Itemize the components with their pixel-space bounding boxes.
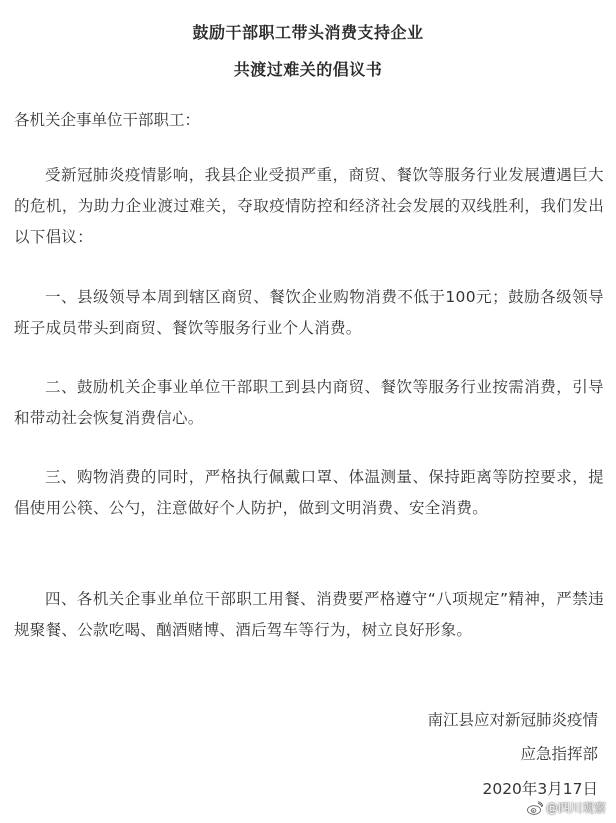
paragraph-item-1: 一、县级领导本周到辖区商贸、餐饮企业购物消费不低于100元；鼓励各级领导班子成员带头到商贸、餐饮等服务行业个人消费。 <box>14 288 604 337</box>
watermark-text: @四川观察 <box>545 801 606 815</box>
paragraph-item-4: 四、各机关企事业单位干部职工用餐、消费要严格遵守“八项规定”精神，严禁违规聚餐、公款吃喝、酗酒赌博、酒后驾车等行为，树立良好形象。 <box>14 590 604 639</box>
signature-date: 2020年3月17日 <box>482 780 598 798</box>
weibo-icon <box>527 801 543 815</box>
paragraph-item-3: 三、购物消费的同时，严格执行佩戴口罩、体温测量、保持距离等防控要求，提倡使用公筷、公勺，注意做好个人防护，做到文明消费、安全消费。 <box>14 468 604 517</box>
watermark <box>527 799 606 816</box>
title-line-2: 共渡过难关的倡议书 <box>233 60 383 79</box>
title-line-1: 鼓励干部职工带头消费支持企业 <box>192 23 424 42</box>
paragraph-item-2: 二、鼓励机关企事业单位干部职工到县内商贸、餐饮等服务行业按需消费，引导和带动社会恢复消费信心。 <box>14 378 604 427</box>
signature-dept: 应急指挥部 <box>520 745 598 763</box>
paragraph-intro: 受新冠肺炎疫情影响，我县企业受损严重，商贸、餐饮等服务行业发展遭遇巨大的危机，为助力企业渡过难关，夺取疫情防控和经济社会发展的双线胜利，我们发出以下倡议： <box>14 166 604 246</box>
salutation: 各机关企事单位干部职工： <box>14 111 201 129</box>
signature-org: 南江县应对新冠肺炎疫情 <box>427 711 598 729</box>
